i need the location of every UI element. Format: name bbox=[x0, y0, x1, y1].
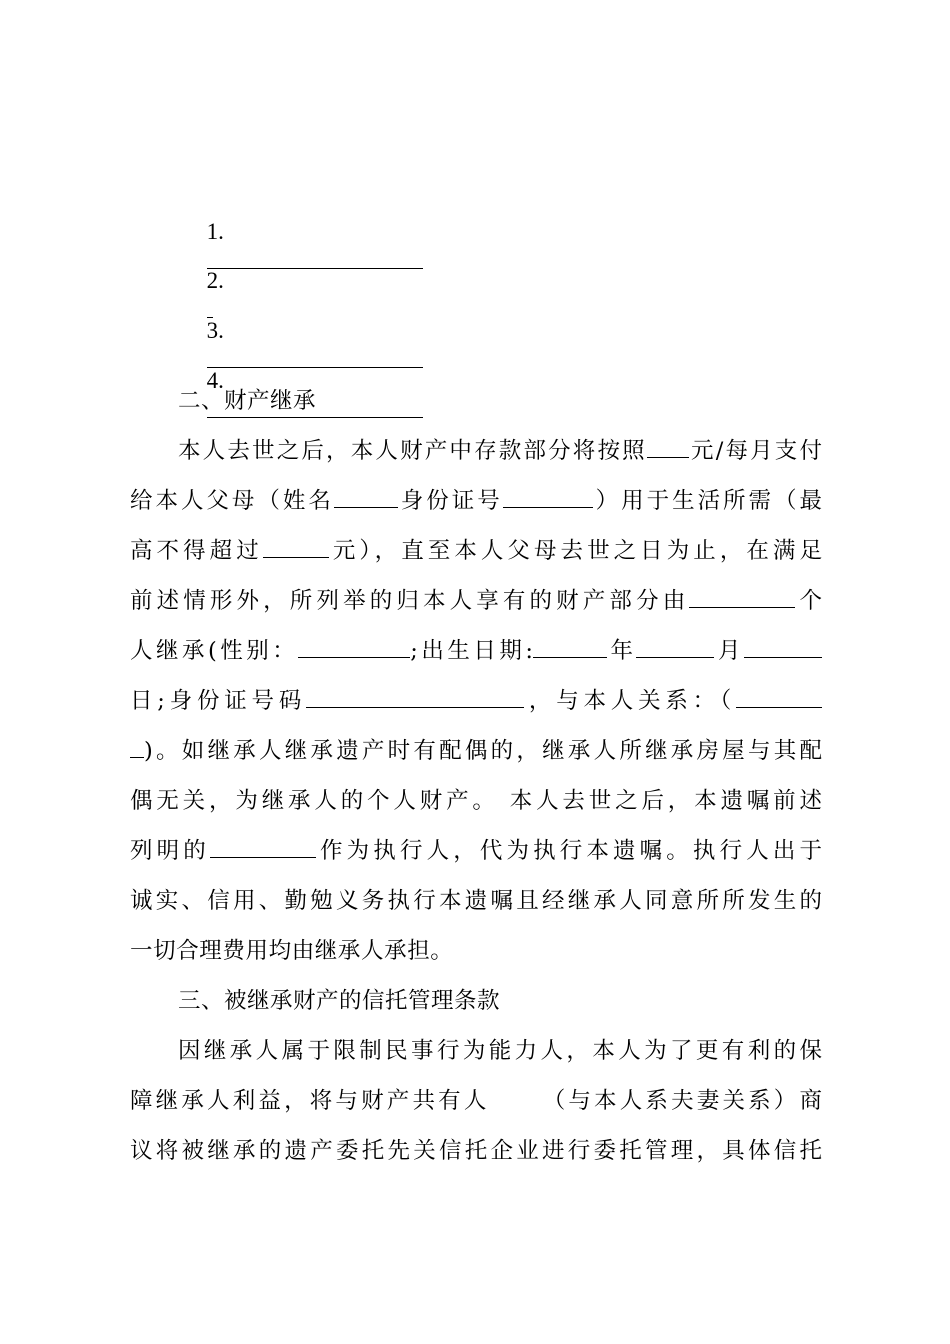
paragraph-line: 前述情形外，所列举的归本人享有的财产部分由 个 bbox=[130, 588, 822, 614]
list-number: 2. bbox=[206, 268, 224, 293]
paragraph-line: 因继承人属于限制民事行为能力人，本人为了更有利的保 bbox=[178, 1038, 822, 1064]
section-heading: 二、财产继承 bbox=[178, 388, 317, 414]
list-item bbox=[178, 286, 423, 343]
paragraph-line: 本人去世之后，本人财产中存款部分将按照 元/每月支付 bbox=[178, 438, 822, 464]
paragraph-line: 偶无关，为继承人的个人财产。 本人去世之后，本遗嘱前述 bbox=[130, 788, 822, 814]
paragraph-line: 日;身份证号码 ，与本人关系：（ bbox=[130, 686, 822, 716]
list-number: 4. bbox=[206, 368, 224, 393]
list-item bbox=[178, 236, 224, 293]
paragraph-line: 高不得超过 元），直至本人父母去世之日为止，在满足 bbox=[130, 538, 822, 564]
list-item bbox=[178, 336, 423, 393]
fill-blank bbox=[207, 249, 423, 269]
paragraph-line: 给本人父母（姓名 身份证号 ）用于生活所需（最 bbox=[130, 488, 822, 514]
list-number: 1. bbox=[206, 219, 224, 244]
section-heading: 三、被继承财产的信托管理条款 bbox=[178, 988, 501, 1014]
paragraph-line: 障继承人利益，将与财产共有人 （与本人系夫妻关系）商 bbox=[130, 1088, 822, 1114]
paragraph-line: 诚实、信用、勤勉义务执行本遗嘱且经继承人同意所所发生的 bbox=[130, 888, 822, 914]
paragraph-line: )。如继承人继承遗产时有配偶的，继承人所继承房屋与其配 bbox=[130, 736, 822, 766]
paragraph-line: 议将被继承的遗产委托先关信托企业进行委托管理，具体信托 bbox=[130, 1138, 822, 1164]
paragraph-line: 列明的 作为执行人，代为执行本遗嘱。执行人出于 bbox=[130, 838, 822, 864]
list-item bbox=[178, 187, 423, 244]
paragraph-line: 人继承(性别： ;出生日期: 年 月 bbox=[130, 636, 822, 666]
list-number: 3. bbox=[206, 318, 224, 343]
paragraph-line: 一切合理费用均由继承人承担。 bbox=[130, 938, 454, 964]
